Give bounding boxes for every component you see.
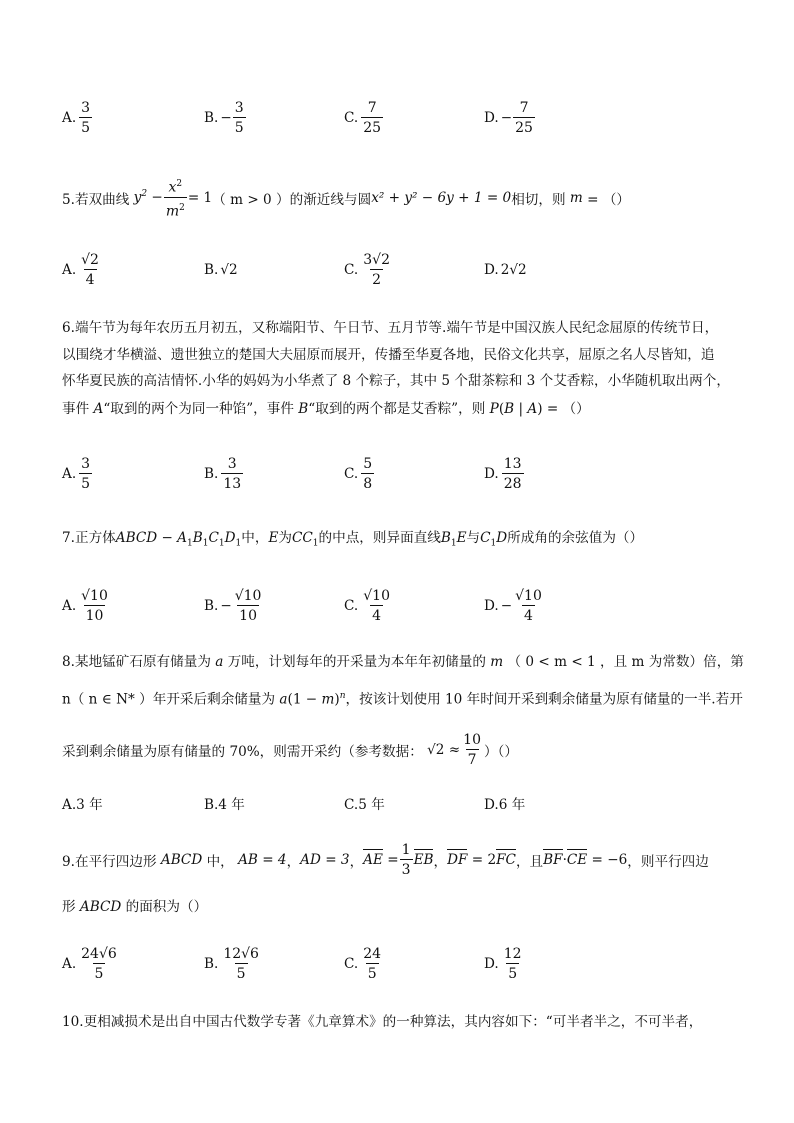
q6-line-4: 事件 A“取到的两个为同一种馅”，事件 B“取到的两个都是艾香粽”，则 P(B | A) = （） [62, 401, 590, 417]
q4-option-c: C. $\frac{7}{25}$ [344, 100, 382, 136]
q9-option-b: B. $\frac{12√6}{5}$ [204, 946, 259, 982]
q8-option-c: C.5 年 [344, 797, 385, 813]
q6-option-b: B. $\frac{3}{13}$ [204, 456, 242, 492]
q5-option-d: D. 2√2 [484, 262, 527, 278]
q4-option-a: A. $\frac{3}{5}$ [62, 100, 91, 136]
q9-stem: 9.在平行四边形 ABCD 中， AB = 4 ， AD = 3 ， AE = $\frac{1}{3}$ EB ， DF = 2 FC ，且 BF · CE = −6 ，则平行四边 [62, 842, 709, 878]
q9-option-d: D. $\frac{12}{5}$ [484, 946, 522, 982]
q8-line-3: 采到剩余储量为原有储量的 70%，则需开采约（参考数据： √2 ≈ $\frac{10}{7}$ ）（） [62, 732, 518, 768]
q9-option-a: A. $\frac{24√6}{5}$ [62, 946, 117, 982]
q9-option-c: C. $\frac{24}{5}$ [344, 946, 382, 982]
q5-stem: 5.若双曲线 $y^2$ − $\frac{x^2}{m^2}$ = 1 （ m > 0 ）的渐近线与圆 x² + y² − 6y + 1 = 0 相切，则 m = （） [62, 179, 631, 220]
q7-stem: 7.正方体ABCD − $A_1B_1C_1D_1$中，E为$CC_1$的中点，则异面直线$B_1E$与$C_1D$所成角的余弦值为（） [62, 530, 644, 549]
q8-option-b: B.4 年 [204, 797, 245, 813]
q5-option-b: B. √2 [204, 262, 238, 278]
q8-option-d: D.6 年 [484, 797, 526, 813]
q7-option-b: B. − $\frac{√10}{10}$ [204, 588, 262, 624]
q7-option-a: A. $\frac{√10}{10}$ [62, 588, 108, 624]
q6-line-3: 怀华夏民族的高洁情怀.小华的妈妈为小华煮了 8 个粽子，其中 5 个甜茶粽和 3 个艾香粽，小华随机取出两个， [62, 373, 730, 389]
q8-line-1: 8.某地锰矿石原有储量为 a 万吨，计划每年的开采量为本年年初储量的 m （ 0 < m < 1 ，且 m 为常数）倍，第 [62, 654, 744, 670]
q6-option-d: D. $\frac{13}{28}$ [484, 456, 522, 492]
q10-line-1: 10.更相减损术是出自中国古代数学专著《九章算术》的一种算法，其内容如下：“可半者半之，不可半者， [62, 1014, 703, 1030]
q4-option-b: B. − $\frac{3}{5}$ [204, 100, 244, 136]
q6-line-1: 6.端午节为每年农历五月初五，又称端阳节、午日节、五月节等.端午节是中国汉族人民纪念屈原的传统节日， [62, 320, 719, 336]
q5-option-a: A. $\frac{√2}{4}$ [62, 252, 99, 288]
q6-option-a: A. $\frac{3}{5}$ [62, 456, 91, 492]
q6-option-c: C. $\frac{5}{8}$ [344, 456, 373, 492]
q7-option-d: D. − $\frac{√10}{4}$ [484, 588, 542, 624]
q4-option-d: D. − $\frac{7}{25}$ [484, 100, 533, 136]
q8-option-a: A.3 年 [62, 797, 103, 813]
q7-option-c: C. $\frac{√10}{4}$ [344, 588, 390, 624]
q9-line-2: 形 ABCD 的面积为（） [62, 899, 208, 915]
q6-line-2: 以围绕才华横溢、遗世独立的楚国大夫屈原而展开，传播至华夏各地，民俗文化共享，屈原之名人尽皆知，追 [62, 347, 715, 363]
q8-line-2: n（ n ∈ N* ）年开采后剩余储量为 $a(1 - m)^n$，按该计划使用 10 年时间开采到剩余储量为原有储量的一半.若开 [62, 691, 743, 708]
q5-option-c: C. $\frac{3√2}{2}$ [344, 252, 390, 288]
